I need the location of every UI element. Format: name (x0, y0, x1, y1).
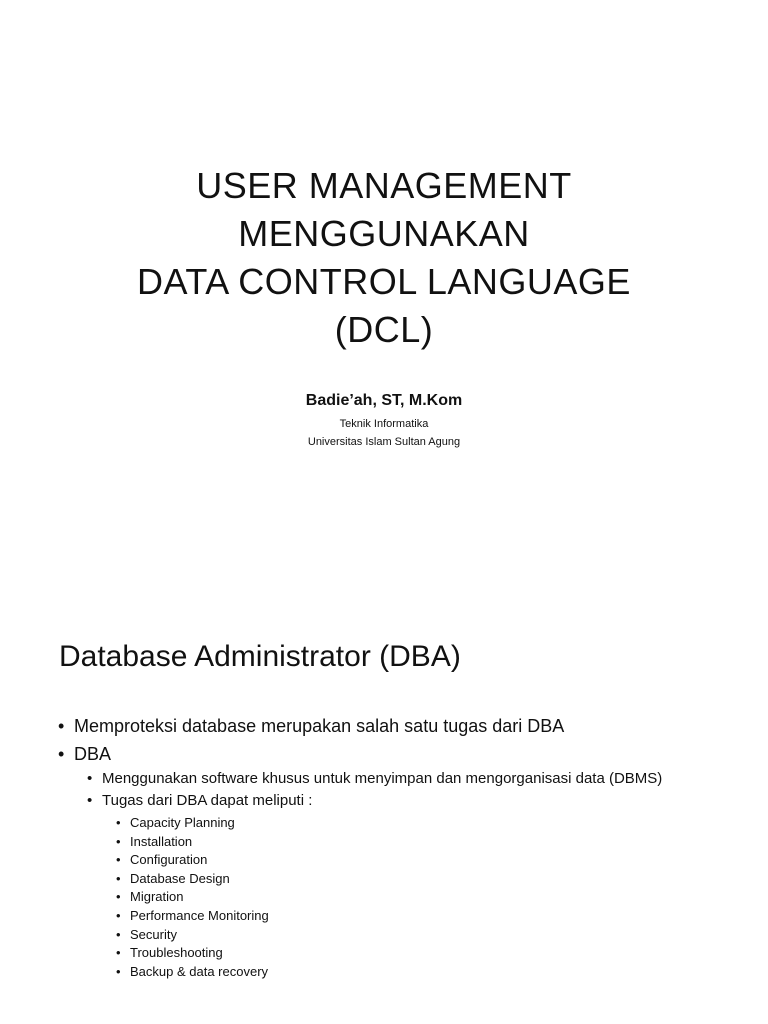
content-slide (0, 512, 768, 1024)
bullet-text: DBA (74, 744, 112, 764)
bullet-icon: • (58, 716, 65, 736)
bullet-text: Tugas dari DBA dapat meliputi : (102, 792, 313, 809)
sub-bullet-item (58, 768, 758, 790)
bullet-icon: • (116, 852, 121, 868)
bullet-icon: • (116, 963, 121, 979)
bullet-item (58, 712, 758, 740)
bullet-icon: • (116, 889, 121, 905)
task-item (58, 833, 758, 852)
task-item (58, 907, 758, 926)
title-line: USER MANAGEMENT (196, 165, 572, 206)
task-text: Installation (130, 833, 193, 849)
task-item (58, 963, 758, 982)
university-name: Universitas Islam Sultan Agung (307, 436, 461, 448)
bullet-item (58, 740, 758, 768)
department-name: Teknik Informatika (339, 418, 429, 430)
bullet-text: Memproteksi database merupakan salah satu tugas dari DBA (74, 716, 565, 736)
task-item (58, 851, 758, 870)
task-text: Backup & data recovery (130, 963, 269, 979)
bullet-icon: • (116, 833, 121, 849)
bullet-icon: • (116, 870, 121, 886)
bullet-icon: • (116, 926, 121, 942)
title-line: MENGGUNAKAN (238, 213, 530, 254)
bullet-list (58, 712, 758, 981)
sub-bullet-item (58, 790, 758, 812)
task-text: Migration (130, 889, 184, 905)
task-text: Troubleshooting (130, 945, 223, 961)
task-item (58, 888, 758, 907)
slide-heading: Database Administrator (DBA) (59, 640, 461, 673)
task-item (58, 870, 758, 889)
task-item (58, 926, 758, 945)
bullet-icon: • (58, 744, 65, 764)
bullet-icon: • (116, 815, 121, 830)
slide-title (0, 162, 768, 354)
title-line: DATA CONTROL LANGUAGE (137, 261, 631, 302)
task-text: Capacity Planning (130, 815, 235, 830)
task-text: Database Design (130, 870, 230, 886)
bullet-icon: • (116, 907, 121, 923)
task-item (58, 944, 758, 963)
bullet-text: Menggunakan software khusus untuk menyimpan dan mengorganisasi data (DBMS) (102, 770, 663, 787)
task-text: Performance Monitoring (130, 907, 269, 923)
bullet-icon: • (116, 945, 121, 961)
task-text: Security (130, 926, 177, 942)
task-text: Configuration (130, 852, 208, 868)
title-line: (DCL) (334, 309, 434, 350)
bullet-icon: • (87, 792, 93, 809)
task-item (58, 814, 758, 833)
author-name: Badie’ah, ST, M.Kom (305, 392, 463, 409)
bullet-icon: • (87, 770, 93, 787)
